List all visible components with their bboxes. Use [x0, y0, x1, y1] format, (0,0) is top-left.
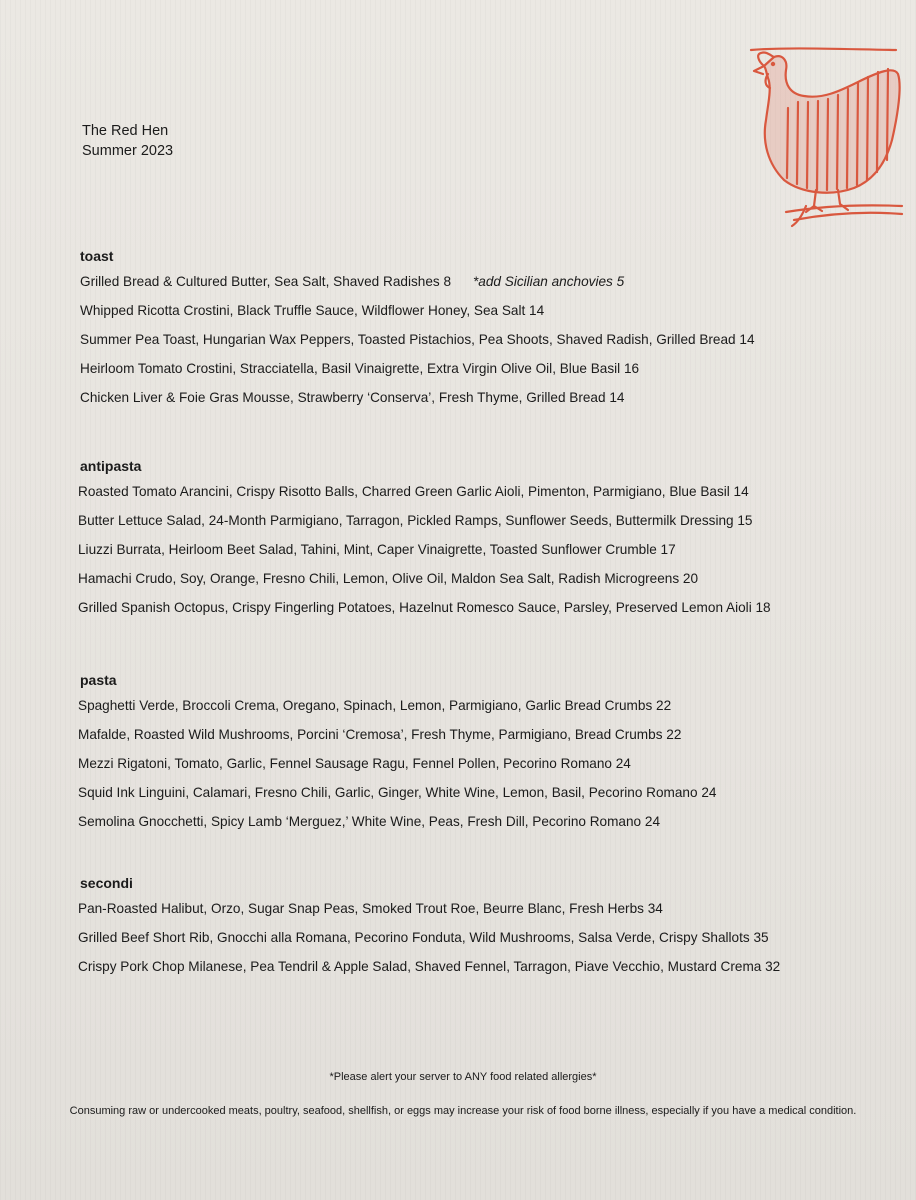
section-secondi	[78, 875, 780, 987]
menu-item-addon: *add Sicilian anchovies 5	[473, 274, 625, 289]
menu-item: Summer Pea Toast, Hungarian Wax Peppers, Toasted Pistachios, Pea Shoots, Shaved Radish, Grilled Bread 14	[80, 332, 755, 347]
menu-item: Hamachi Crudo, Soy, Orange, Fresno Chili, Lemon, Olive Oil, Maldon Sea Salt, Radish Microgreens 20	[78, 571, 699, 586]
section-title-secondi: secondi	[80, 875, 133, 891]
menu-item: Semolina Gnocchetti, Spicy Lamb ‘Merguez,’ White Wine, Peas, Fresh Dill, Pecorino Romano 24	[78, 814, 661, 829]
menu-item: Squid Ink Linguini, Calamari, Fresno Chili, Garlic, Ginger, White Wine, Lemon, Basil, Pecorino Romano 24	[78, 785, 717, 800]
menu-item: Mafalde, Roasted Wild Mushrooms, Porcini ‘Cremosa’, Fresh Thyme, Parmigiano, Bread Crumbs 22	[78, 727, 682, 742]
menu-item: Roasted Tomato Arancini, Crispy Risotto Balls, Charred Green Garlic Aioli, Pimenton, Parmigiano, Blue Basil 14	[78, 484, 749, 499]
menu-item: Grilled Spanish Octopus, Crispy Fingerling Potatoes, Hazelnut Romesco Sauce, Parsley, Preserved Lemon Aioli 18	[78, 600, 771, 615]
allergy-notice: *Please alert your server to ANY food related allergies*	[329, 1071, 597, 1083]
section-title-antipasta: antipasta	[80, 458, 142, 474]
menu-item: Heirloom Tomato Crostini, Stracciatella, Basil Vinaigrette, Extra Virgin Olive Oil, Blue Basil 16	[80, 361, 640, 376]
menu-item: Spaghetti Verde, Broccoli Crema, Oregano, Spinach, Lemon, Parmigiano, Garlic Bread Crumbs 22	[78, 698, 672, 713]
consumption-warning: Consuming raw or undercooked meats, poultry, seafood, shellfish, or eggs may increase your risk of food borne illness, especially if you have a medical condition.	[69, 1105, 857, 1117]
section-pasta	[78, 672, 716, 842]
menu-item	[78, 273, 755, 302]
section-title-pasta: pasta	[80, 672, 117, 688]
section-antipasta	[78, 458, 771, 628]
restaurant-name: The Red Hen	[82, 123, 169, 139]
menu-item: Grilled Beef Short Rib, Gnocchi alla Romana, Pecorino Fonduta, Wild Mushrooms, Salsa Verde, Crispy Shallots 35	[78, 930, 769, 945]
menu-item: Mezzi Rigatoni, Tomato, Garlic, Fennel Sausage Ragu, Fennel Pollen, Pecorino Romano 24	[78, 756, 631, 771]
menu-item: Chicken Liver & Foie Gras Mousse, Strawberry ‘Conserva’, Fresh Thyme, Grilled Bread 14	[80, 390, 625, 405]
menu-item: Pan-Roasted Halibut, Orzo, Sugar Snap Peas, Smoked Trout Roe, Beurre Blanc, Fresh Herbs 34	[78, 901, 663, 916]
menu-header	[82, 121, 173, 161]
menu-item: Liuzzi Burrata, Heirloom Beet Salad, Tahini, Mint, Caper Vinaigrette, Toasted Sunflower Crumble 17	[78, 542, 676, 557]
section-title-toast: toast	[80, 248, 114, 264]
red-hen-icon	[746, 44, 906, 230]
menu-item: Crispy Pork Chop Milanese, Pea Tendril & Apple Salad, Shaved Fennel, Tarragon, Piave Vecchio, Mustard Crema 32	[78, 959, 781, 974]
menu-item: Butter Lettuce Salad, 24-Month Parmigiano, Tarragon, Pickled Ramps, Sunflower Seeds, Buttermilk Dressing 15	[78, 513, 753, 528]
menu-item: Whipped Ricotta Crostini, Black Truffle Sauce, Wildflower Honey, Sea Salt 14	[80, 303, 545, 318]
season-label: Summer 2023	[82, 143, 174, 159]
section-toast	[78, 248, 755, 418]
menu-item-text: Grilled Bread & Cultured Butter, Sea Salt, Shaved Radishes 8	[80, 274, 452, 289]
